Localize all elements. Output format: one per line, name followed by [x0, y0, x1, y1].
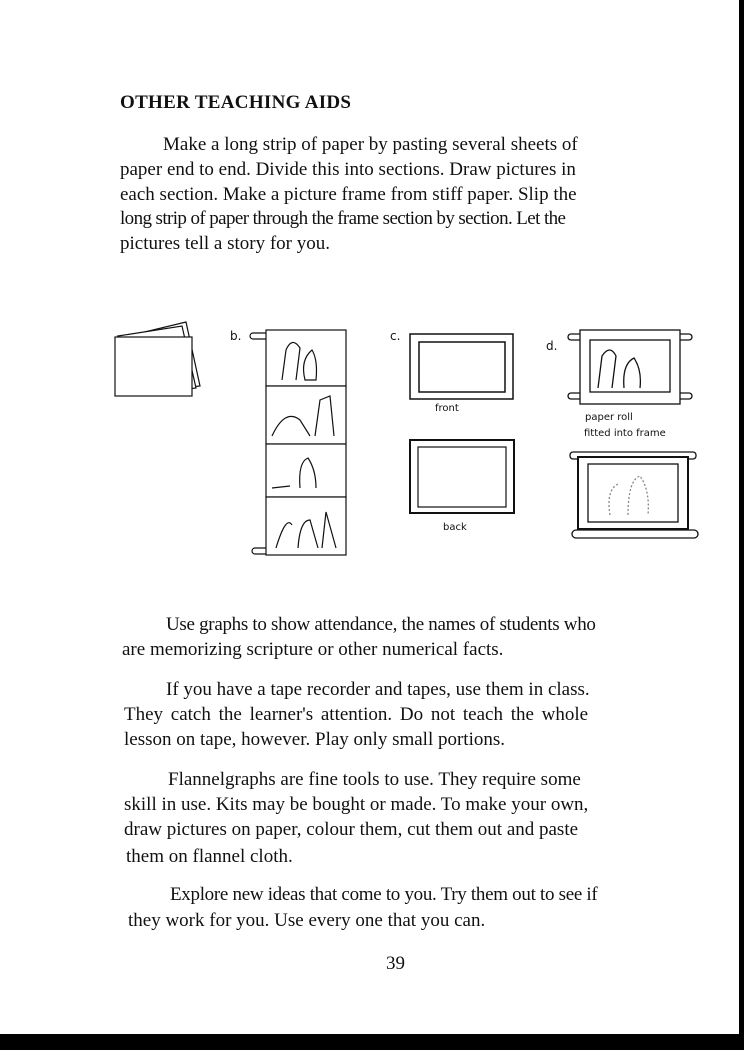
text-line: long strip of paper through the frame section by section. Let the — [120, 208, 566, 229]
text-line: They catch the learner's attention. Do not teach the whole — [124, 704, 589, 725]
front-label: front — [435, 403, 459, 414]
text-line: they work for you. Use every one that you can. — [128, 910, 486, 931]
page-number: 39 — [386, 953, 405, 974]
text-line: Use graphs to show attendance, the names of students who — [166, 614, 596, 635]
text-line: are memorizing scripture or other numerical facts. — [122, 639, 504, 660]
scroll-fitted-frame — [570, 452, 698, 538]
frame-front — [410, 334, 513, 399]
back-label: back — [443, 522, 467, 533]
text-line: Make a long strip of paper by pasting several sheets of — [163, 134, 578, 155]
label-b: b. — [230, 329, 242, 343]
text-line: draw pictures on paper, colour them, cut them out and paste — [124, 819, 579, 840]
section-heading: OTHER TEACHING AIDS — [120, 92, 352, 113]
text-line: skill in use. Kits may be bought or made. To make your own, — [124, 794, 589, 815]
label-d: d. — [546, 339, 558, 353]
text-line: pictures tell a story for you. — [120, 233, 331, 254]
text-line: If you have a tape recorder and tapes, use them in class. — [166, 679, 590, 700]
frame-back — [410, 440, 514, 513]
text-line: Explore new ideas that come to you. Try them out to see if — [170, 884, 598, 905]
text-line: paper end to end. Divide this into sections. Draw pictures in — [120, 159, 576, 180]
label-c: c. — [390, 329, 401, 343]
text-line: each section. Make a picture frame from stiff paper. Slip the — [120, 184, 577, 205]
caption-paper-roll: paper roll — [585, 412, 633, 423]
caption-fitted-into-frame: fitted into frame — [584, 428, 666, 439]
booklet-illustration — [115, 322, 200, 396]
text-line: lesson on tape, however. Play only small portions. — [124, 729, 506, 750]
scan-border — [0, 1034, 744, 1050]
text-line: Flannelgraphs are fine tools to use. They require some — [168, 769, 581, 790]
text-line: them on flannel cloth. — [126, 846, 293, 867]
picture-scroll-strip — [250, 330, 346, 555]
framed-scroll — [568, 330, 692, 404]
